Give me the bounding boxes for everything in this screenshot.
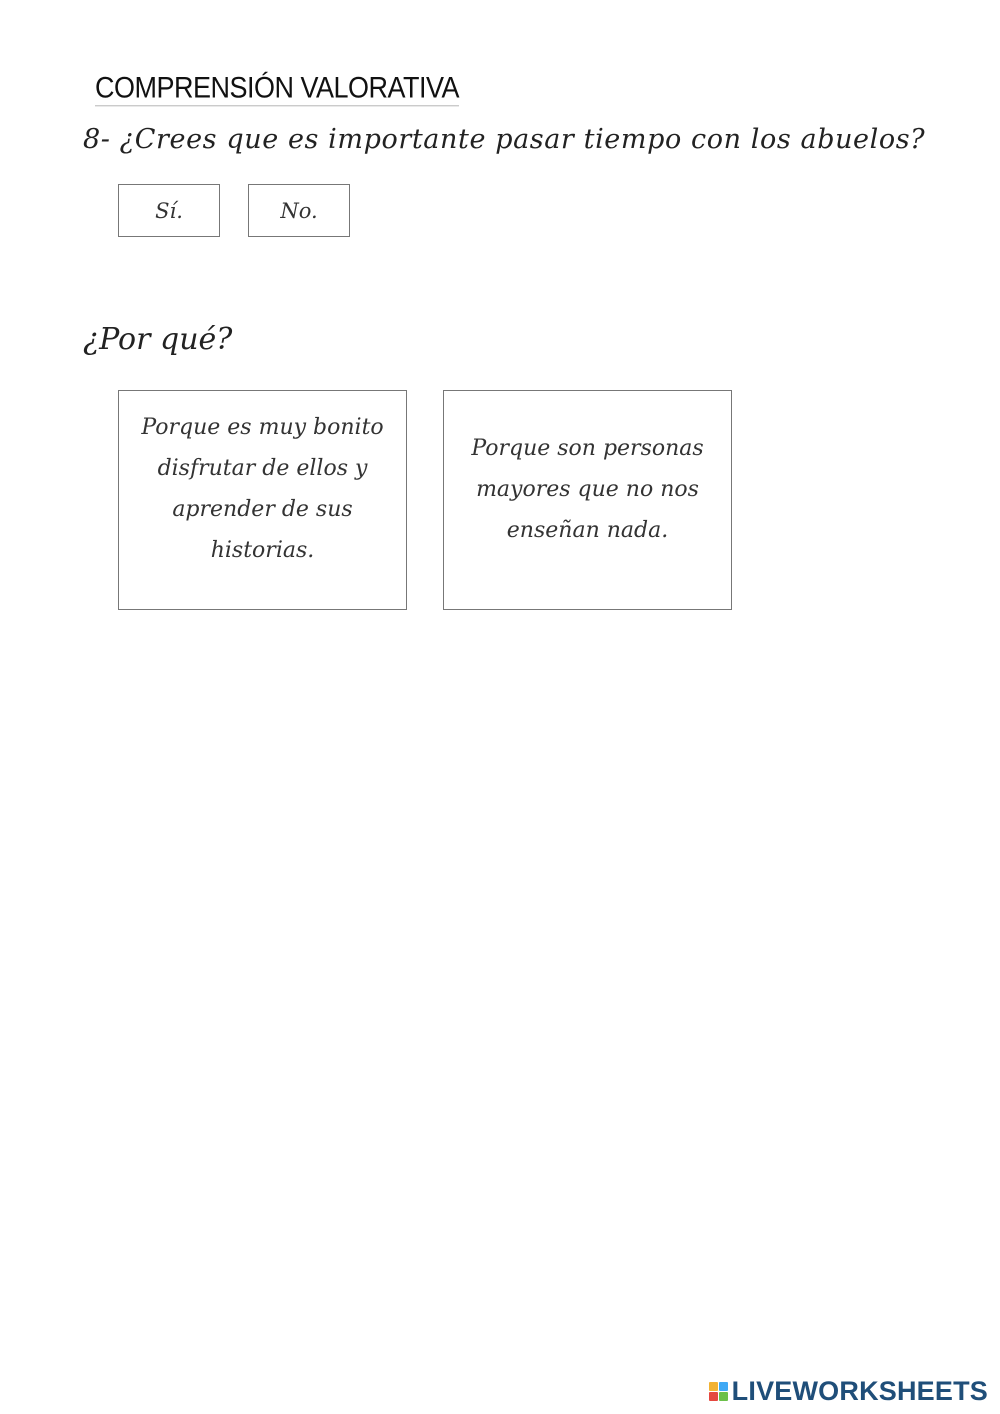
choice-no[interactable]: No.: [248, 184, 350, 237]
answer-option-1[interactable]: [118, 390, 407, 610]
question-text: 8- ¿Crees que es importante pasar tiempo con los abuelos?: [83, 124, 926, 155]
logo-square-3: [709, 1392, 718, 1401]
answer-option-2-text: Porque son personas mayores que no nos enseñan nada.: [471, 436, 704, 543]
logo-square-2: [719, 1382, 728, 1391]
brand-name: LIVEWORKSHEETS: [731, 1376, 988, 1406]
section-title: COMPRENSIÓN VALORATIVA: [95, 71, 459, 107]
liveworksheets-brand[interactable]: [709, 1376, 988, 1406]
answer-option-2[interactable]: [443, 390, 732, 610]
liveworksheets-logo-icon: [709, 1382, 728, 1401]
logo-square-4: [719, 1392, 728, 1401]
logo-square-1: [709, 1382, 718, 1391]
why-label: ¿Por qué?: [83, 322, 233, 357]
answer-option-1-text: Porque es muy bonito disfrutar de ellos y aprender de sus historias.: [141, 415, 384, 563]
choice-yes[interactable]: Sí.: [118, 184, 220, 237]
